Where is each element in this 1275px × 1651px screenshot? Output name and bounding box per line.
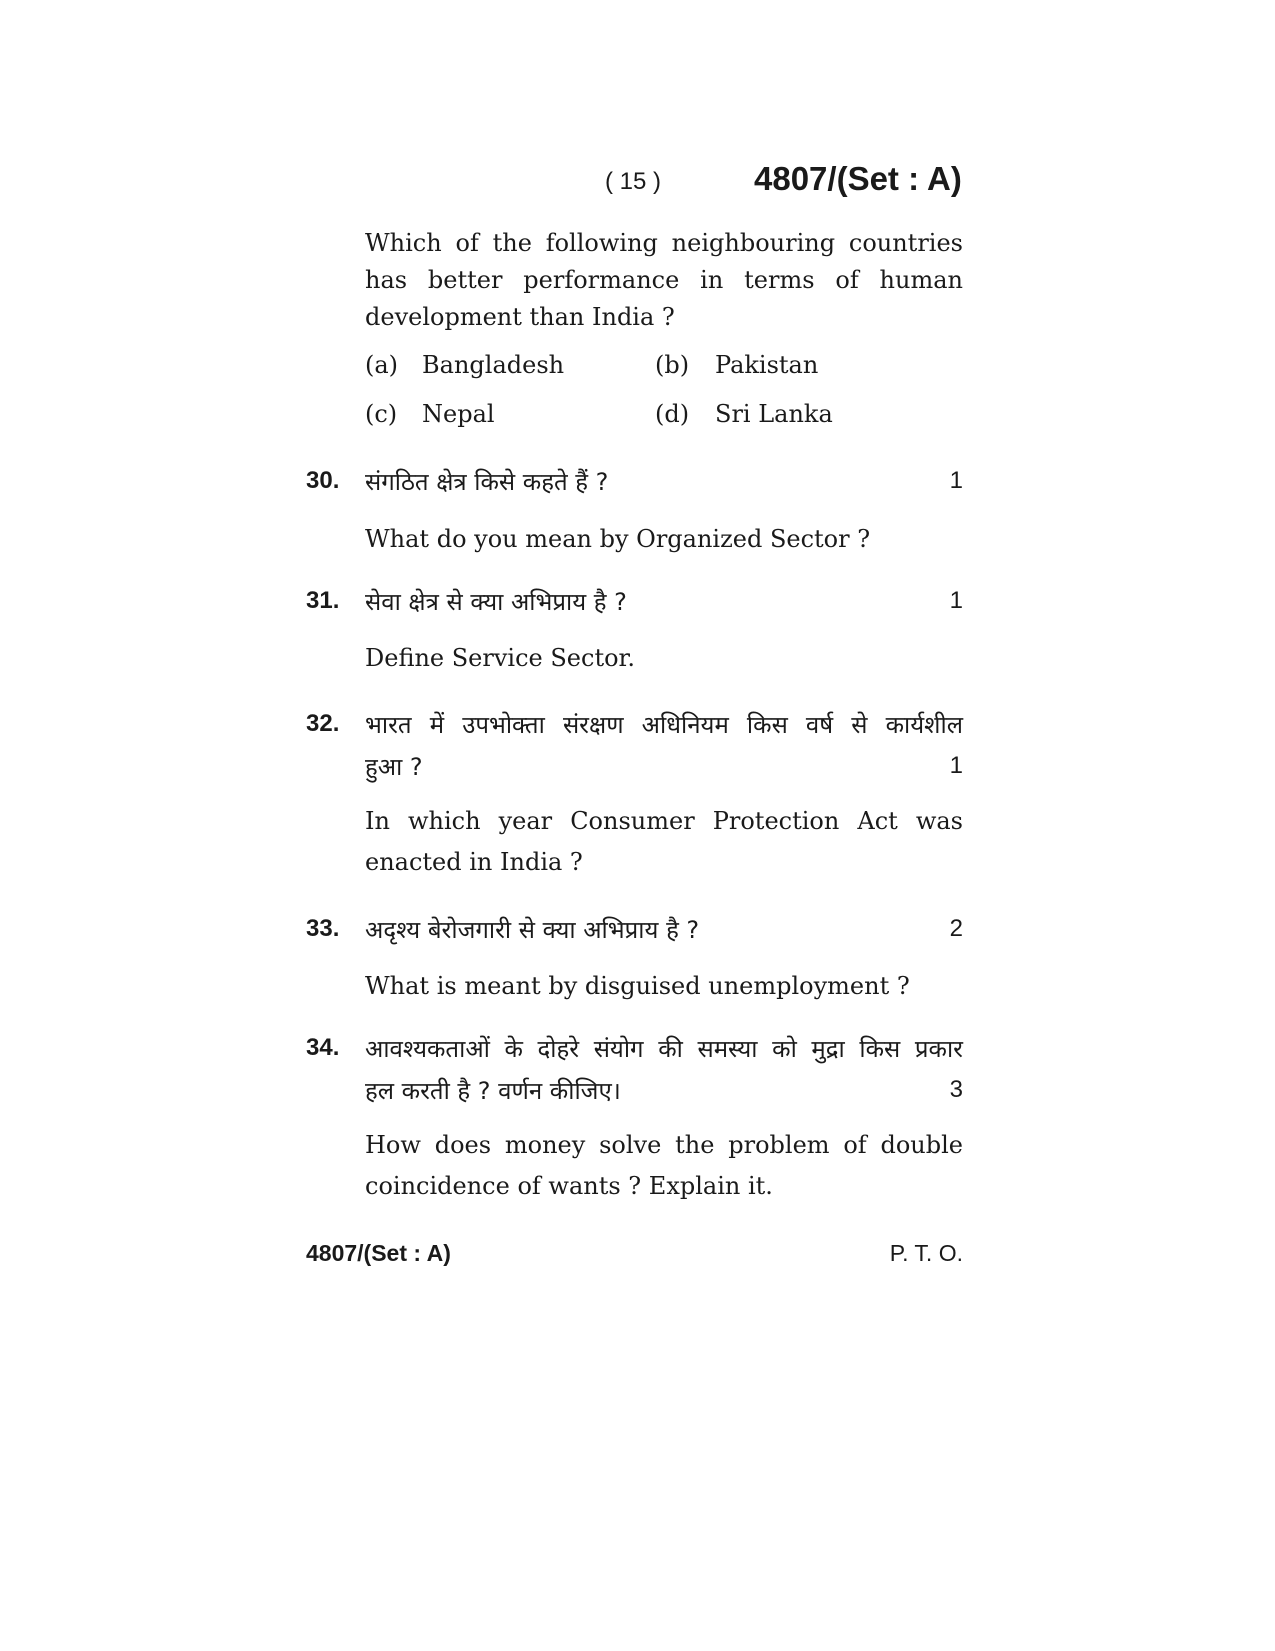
question-number-32: 32.: [306, 710, 340, 737]
option-c-label: (c): [365, 400, 398, 428]
q31-english-text: Define Service Sector.: [365, 644, 636, 672]
page-number: ( 15 ): [605, 168, 662, 195]
set-code-header: 4807/(Set : A): [754, 160, 962, 197]
set-code-footer: 4807/(Set : A): [306, 1240, 451, 1266]
option-d-text: Sri Lanka: [715, 400, 833, 428]
pto-marker: P. T. O.: [889, 1240, 963, 1266]
question-number-31: 31.: [306, 587, 340, 614]
q34-hindi-line-1: आवश्यकताओं के दोहरे संयोग की समस्या को मुद्रा किस प्रकार: [365, 1035, 963, 1063]
question-number-33: 33.: [306, 915, 340, 942]
q32-hindi-line-1: भारत में उपभोक्ता संरक्षण अधिनियम किस वर्ष से कार्यशील: [365, 711, 963, 739]
question-number-30: 30.: [306, 467, 340, 494]
q34-hindi-line-2: हल करती है ? वर्णन कीजिए।: [365, 1077, 621, 1105]
q32-marks: 1: [949, 752, 963, 779]
q32-english-text: In which year Consumer Protection Act was enacted in India ?: [365, 807, 963, 876]
q29-english-text: Which of the following neighbouring countries has better performance in terms of human development than India ?: [365, 229, 963, 331]
q30-marks: 1: [949, 467, 963, 494]
option-d-label: (d): [655, 400, 690, 428]
q31-marks: 1: [949, 587, 963, 614]
option-c-text: Nepal: [422, 400, 495, 428]
q30-hindi-text: संगठित क्षेत्र किसे कहते हैं ?: [365, 468, 609, 496]
q30-english-text: What do you mean by Organized Sector ?: [365, 525, 871, 553]
option-b-label: (b): [655, 351, 690, 379]
q34-english-text: How does money solve the problem of double coincidence of wants ? Explain it.: [365, 1131, 963, 1200]
q29-options-row-1: [365, 350, 965, 380]
option-a-text: Bangladesh: [422, 351, 565, 379]
q29-options-row-2: [365, 399, 965, 429]
question-number-34: 34.: [306, 1034, 340, 1061]
q32-hindi-line-2: हुआ ?: [365, 753, 423, 781]
q34-marks: 3: [949, 1076, 963, 1103]
option-b-text: Pakistan: [715, 351, 819, 379]
q33-hindi-text: अदृश्य बेरोजगारी से क्या अभिप्राय है ?: [365, 916, 700, 944]
option-a-label: (a): [365, 351, 399, 379]
q33-marks: 2: [949, 915, 963, 942]
q33-english-text: What is meant by disguised unemployment ?: [365, 972, 910, 1000]
q31-hindi-text: सेवा क्षेत्र से क्या अभिप्राय है ?: [365, 588, 627, 616]
